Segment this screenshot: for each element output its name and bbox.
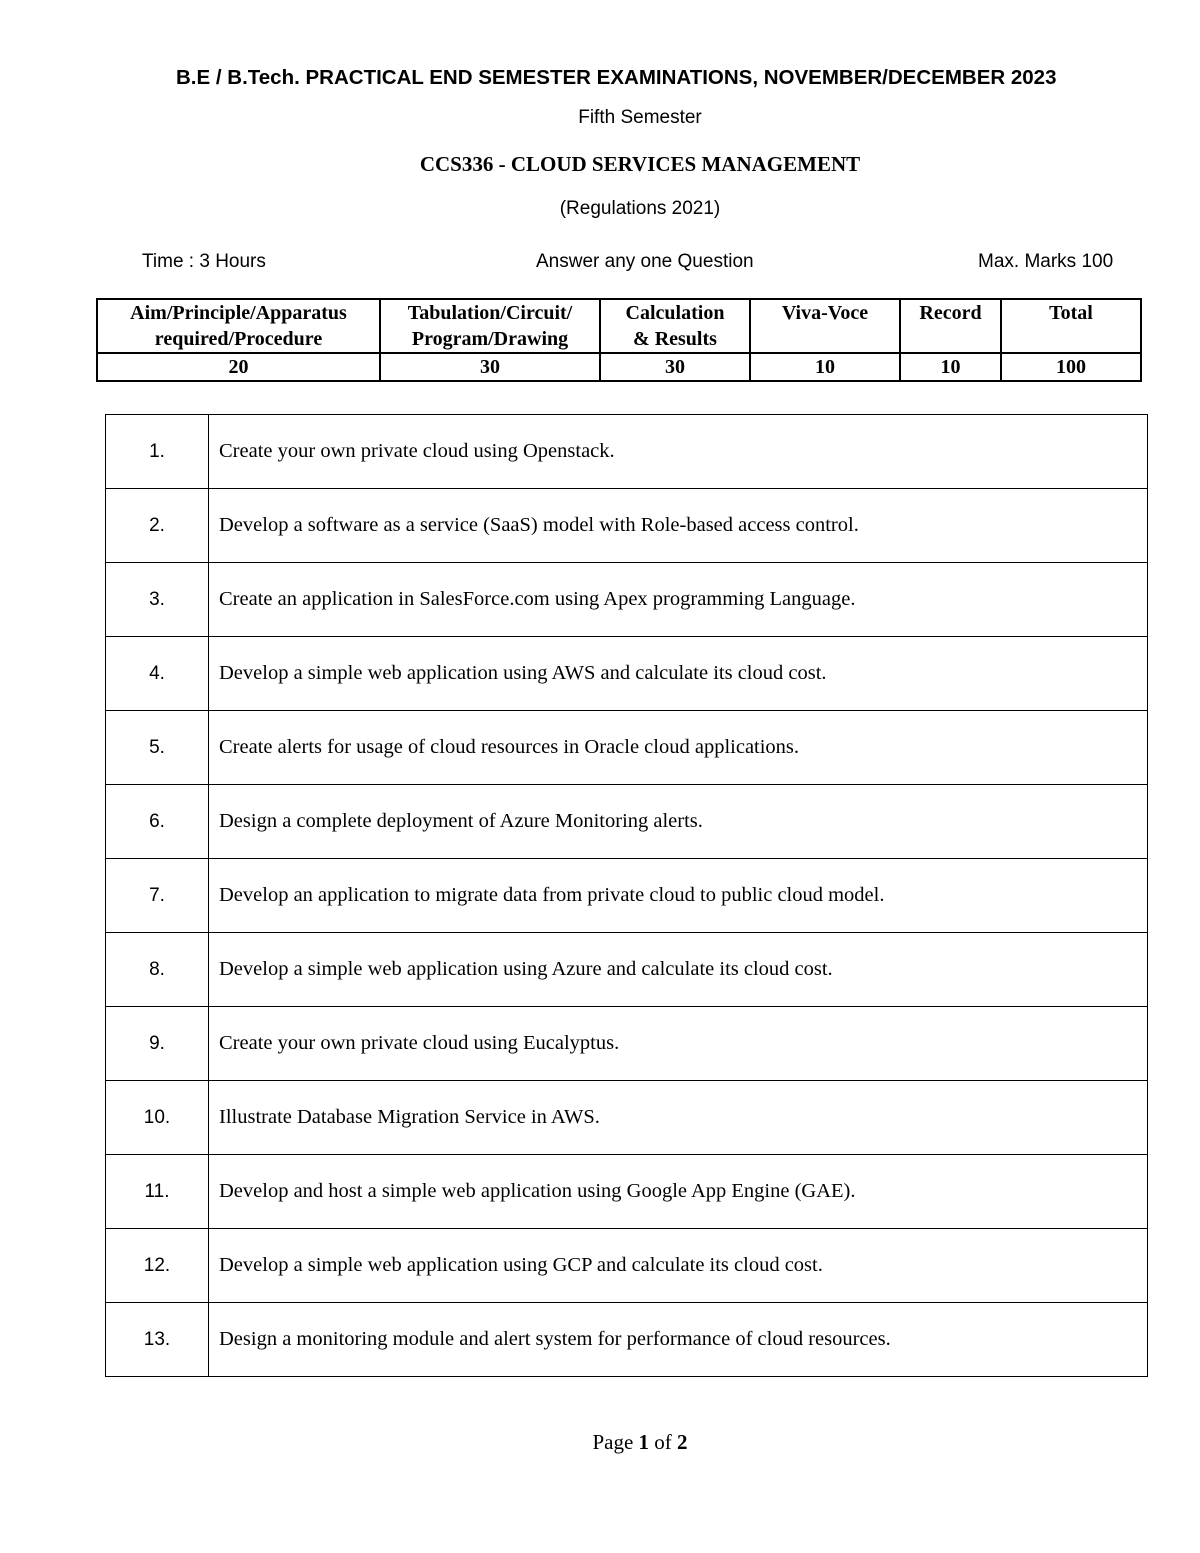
question-text: Create alerts for usage of cloud resources in Oracle cloud applications. xyxy=(209,711,1148,785)
question-number: 12. xyxy=(106,1229,209,1303)
question-text: Create an application in SalesForce.com using Apex programming Language. xyxy=(209,563,1148,637)
question-row xyxy=(106,1155,1148,1229)
question-text: Develop an application to migrate data from private cloud to public cloud model. xyxy=(209,859,1148,933)
marks-header-row xyxy=(97,299,1141,353)
question-number: 4. xyxy=(106,637,209,711)
question-row xyxy=(106,1229,1148,1303)
exam-title: B.E / B.Tech. PRACTICAL END SEMESTER EXAMINATIONS, NOVEMBER/DECEMBER 2023 xyxy=(176,66,1057,89)
marks-value-cell: 20 xyxy=(97,353,380,381)
marks-value-cell: 10 xyxy=(750,353,900,381)
exam-instruction: Answer any one Question xyxy=(536,251,754,272)
question-text: Create your own private cloud using Eucalyptus. xyxy=(209,1007,1148,1081)
semester-label: Fifth Semester xyxy=(578,107,702,128)
question-number: 1. xyxy=(106,415,209,489)
questions-table xyxy=(105,414,1148,1377)
question-number: 10. xyxy=(106,1081,209,1155)
question-row xyxy=(106,785,1148,859)
marks-value-cell: 10 xyxy=(900,353,1001,381)
question-number: 2. xyxy=(106,489,209,563)
question-text: Design a complete deployment of Azure Monitoring alerts. xyxy=(209,785,1148,859)
question-text: Develop a simple web application using AWS and calculate its cloud cost. xyxy=(209,637,1148,711)
question-row xyxy=(106,637,1148,711)
marks-value-cell: 30 xyxy=(600,353,750,381)
question-row xyxy=(106,933,1148,1007)
marks-header-cell: Total xyxy=(1001,299,1141,353)
page-indicator xyxy=(0,1430,1200,1455)
question-number: 13. xyxy=(106,1303,209,1377)
question-number: 8. xyxy=(106,933,209,1007)
question-row xyxy=(106,1007,1148,1081)
max-marks: Max. Marks 100 xyxy=(978,251,1114,272)
question-text: Develop a software as a service (SaaS) model with Role-based access control. xyxy=(209,489,1148,563)
question-number: 5. xyxy=(106,711,209,785)
regulations-label: (Regulations 2021) xyxy=(559,198,721,219)
course-title: CCS336 - CLOUD SERVICES MANAGEMENT xyxy=(419,152,861,176)
question-text: Develop a simple web application using GCP and calculate its cloud cost. xyxy=(209,1229,1148,1303)
marks-value-cell: 30 xyxy=(380,353,600,381)
of-label: of xyxy=(654,1430,672,1454)
question-text: Create your own private cloud using Openstack. xyxy=(209,415,1148,489)
question-row xyxy=(106,415,1148,489)
marks-value-row xyxy=(97,353,1141,381)
question-row xyxy=(106,1081,1148,1155)
question-row xyxy=(106,711,1148,785)
marks-header-cell: Calculation & Results xyxy=(600,299,750,353)
question-number: 9. xyxy=(106,1007,209,1081)
question-text: Develop a simple web application using Azure and calculate its cloud cost. xyxy=(209,933,1148,1007)
page-total: 2 xyxy=(677,1430,688,1454)
question-row xyxy=(106,563,1148,637)
question-row xyxy=(106,489,1148,563)
page-label: Page xyxy=(592,1430,634,1454)
marks-value-cell: 100 xyxy=(1001,353,1141,381)
marks-header-cell: Viva-Voce xyxy=(750,299,900,353)
question-row xyxy=(106,859,1148,933)
exam-duration: Time : 3 Hours xyxy=(142,251,266,272)
marks-header-cell: Tabulation/Circuit/ Program/Drawing xyxy=(380,299,600,353)
question-number: 6. xyxy=(106,785,209,859)
marks-header-cell: Aim/Principle/Apparatus required/Procedure xyxy=(97,299,380,353)
question-number: 3. xyxy=(106,563,209,637)
marks-header-cell: Record xyxy=(900,299,1001,353)
question-text: Develop and host a simple web application using Google App Engine (GAE). xyxy=(209,1155,1148,1229)
marks-distribution-table xyxy=(96,298,1142,382)
question-text: Illustrate Database Migration Service in AWS. xyxy=(209,1081,1148,1155)
question-text: Design a monitoring module and alert system for performance of cloud resources. xyxy=(209,1303,1148,1377)
question-row xyxy=(106,1303,1148,1377)
question-number: 7. xyxy=(106,859,209,933)
page-current: 1 xyxy=(638,1430,650,1454)
question-number: 11. xyxy=(106,1155,209,1229)
